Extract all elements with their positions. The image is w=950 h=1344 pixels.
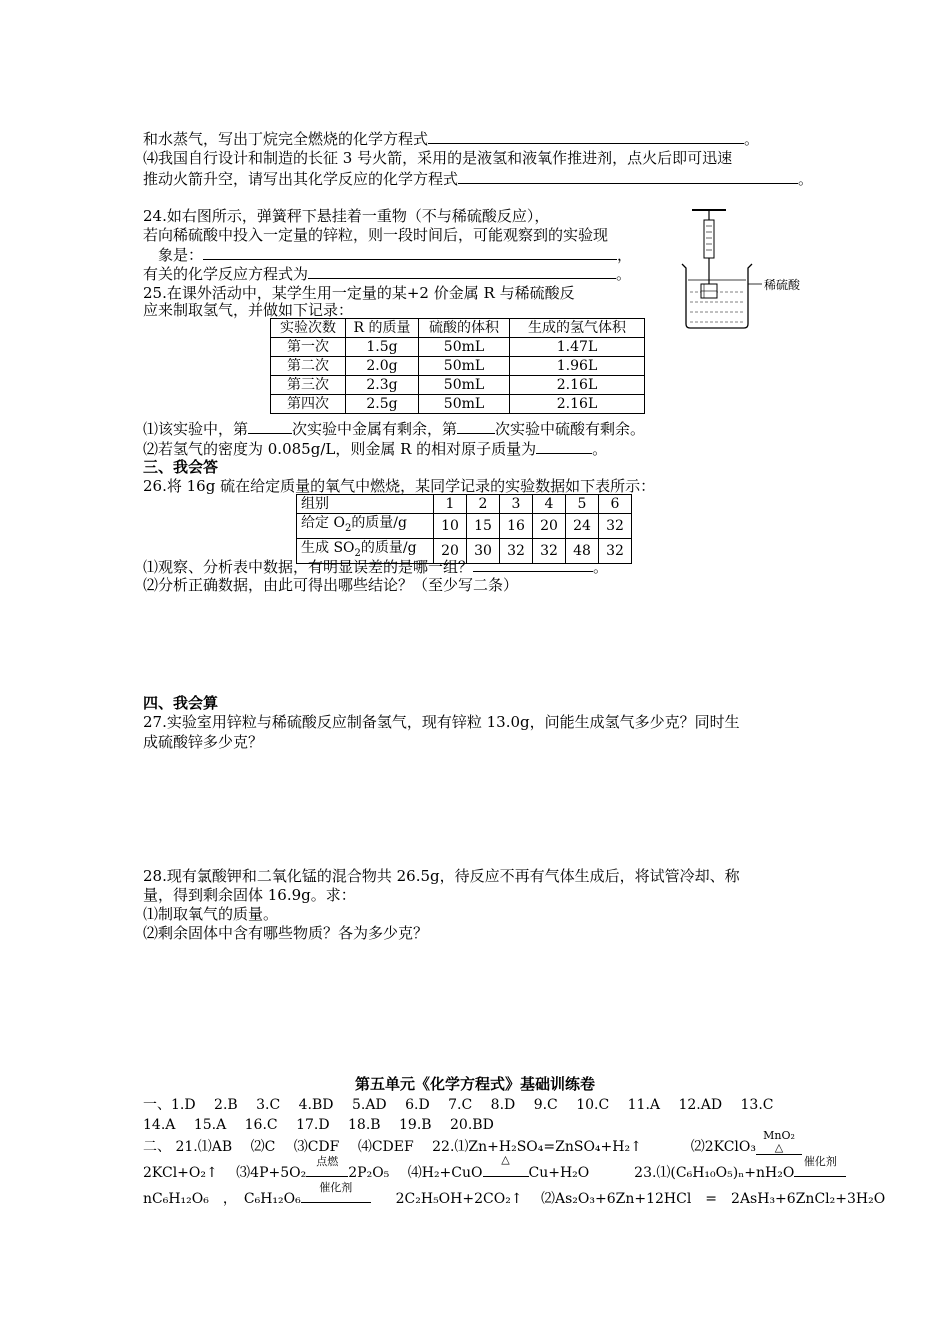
reaction-condition: 催化剂 bbox=[301, 1192, 371, 1203]
table-cell: 20 bbox=[434, 538, 467, 563]
q27-line2: 成硫酸锌多少克？ bbox=[143, 733, 264, 751]
table-cell: 2.5g bbox=[346, 395, 419, 414]
table-cell: 20 bbox=[533, 514, 566, 539]
table-cell: 3 bbox=[500, 495, 533, 514]
q24-line2: 若向稀硫酸中投入一定量的锌粒，则一段时间后，可能观察到的实验现 bbox=[143, 226, 609, 244]
table-cell: 10 bbox=[434, 514, 467, 539]
q25-sub2: ⑵若氢气的密度为 0.085g/L，则金属 R 的相对原子质量为 。 bbox=[143, 440, 608, 458]
table-cell: 32 bbox=[599, 514, 632, 539]
table-cell: 2 bbox=[467, 495, 500, 514]
table-cell: 32 bbox=[500, 538, 533, 563]
answer-blank[interactable] bbox=[308, 263, 616, 279]
answer-key-title: 第五单元《化学方程式》基础训练卷 bbox=[354, 1075, 595, 1093]
table-row bbox=[271, 338, 645, 357]
table-cell: 第二次 bbox=[271, 357, 346, 376]
answer-line: 14.A 15.A 16.C 17.D 18.B 19.B 20.BD bbox=[143, 1117, 494, 1133]
table-cell: 1.47L bbox=[510, 338, 645, 357]
table-cell: 2.16L bbox=[510, 376, 645, 395]
table-row bbox=[297, 514, 632, 539]
table-cell: 4 bbox=[533, 495, 566, 514]
row-label: 组别 bbox=[297, 495, 434, 514]
q25-line2: 应来制取氢气，并做如下记录： bbox=[143, 301, 354, 319]
table-cell: 15 bbox=[467, 514, 500, 539]
answer-blank[interactable] bbox=[458, 168, 798, 184]
answer-line: 2KCl+O₂↑ ⑶4P+5O₂ 点燃 2P₂O₅ ⑷H₂+CuO △ Cu+H₂O 23.⑴(C₆H₁₀O₅)ₙ+nH₂O 催化剂 bbox=[143, 1162, 846, 1182]
q24-line4: 有关的化学反应方程式为 。 bbox=[143, 265, 632, 283]
q26-q1: ⑴观察、分析表中数据，有明显误差的是哪一组？ 。 bbox=[143, 558, 609, 576]
answer-line: 二、 21.⑴AB ⑵C ⑶CDF ⑷CDEF 22.⑴Zn+H₂SO₄=ZnSO₄+H₂↑ ⑵2KClO₃ MnO₂ △ bbox=[143, 1136, 802, 1156]
section-title: 四、我会算 bbox=[143, 694, 219, 712]
q25-line1: 25.在课外活动中，某学生用一定量的某+2 价金属 R 与稀硫酸反 bbox=[143, 284, 575, 302]
table-header: R 的质量 bbox=[346, 319, 419, 338]
answer-blank[interactable] bbox=[248, 418, 292, 434]
table-cell: 第一次 bbox=[271, 338, 346, 357]
section-title: 三、我会答 bbox=[143, 458, 219, 476]
table-row bbox=[271, 376, 645, 395]
table-cell: 48 bbox=[566, 538, 599, 563]
reaction-condition: MnO₂ △ bbox=[756, 1142, 802, 1155]
q27-line1: 27.实验室用锌粒与稀硫酸反应制备氢气，现有锌粒 13.0g，问能生成氢气多少克？同时生 bbox=[143, 713, 740, 731]
answer-blank[interactable] bbox=[473, 556, 593, 572]
table-cell: 24 bbox=[566, 514, 599, 539]
table-row bbox=[271, 395, 645, 414]
table-cell: 50mL bbox=[419, 338, 510, 357]
q25-table bbox=[270, 318, 645, 414]
q25-sub1: ⑴该实验中，第 次实验中金属有剩余，第 次实验中硫酸有剩余。 bbox=[143, 420, 646, 438]
table-cell: 第四次 bbox=[271, 395, 346, 414]
table-cell: 第三次 bbox=[271, 376, 346, 395]
answer-line: 一、1.D 2.B 3.C 4.BD 5.AD 6.D 7.C 8.D 9.C 10.C 11.A 12.AD 13.C bbox=[143, 1097, 774, 1113]
table-cell: 1.5g bbox=[346, 338, 419, 357]
table-header: 硫酸的体积 bbox=[419, 319, 510, 338]
reaction-condition: 点燃 bbox=[306, 1166, 348, 1177]
table-cell: 2.3g bbox=[346, 376, 419, 395]
q23-line4a: ⑷我国自行设计和制造的长征 3 号火箭，采用的是液氢和液氧作推进剂，点火后即可迅速 bbox=[143, 149, 733, 167]
q28-line1: 28.现有氯酸钾和二氧化锰的混合物共 26.5g，待反应不再有气体生成后，将试管冷却、称 bbox=[143, 867, 740, 885]
table-cell: 16 bbox=[500, 514, 533, 539]
row-label: 生成 $SO_2$的质量/g bbox=[297, 538, 434, 563]
q23-line3: 和水蒸气，写出丁烷完全燃烧的化学方程式 。 bbox=[143, 130, 760, 148]
table-cell: 50mL bbox=[419, 395, 510, 414]
answer-blank[interactable] bbox=[428, 128, 744, 144]
q28-line3: ⑴制取氧气的质量。 bbox=[143, 905, 279, 923]
answer-blank[interactable] bbox=[457, 418, 495, 434]
table-cell: 1.96L bbox=[510, 357, 645, 376]
table-cell: 2.0g bbox=[346, 357, 419, 376]
q24-line3: 象是： ， bbox=[158, 246, 633, 264]
table-cell: 2.16L bbox=[510, 395, 645, 414]
table-cell: 1 bbox=[434, 495, 467, 514]
answer-line: nC₆H₁₂O₆ ， C₆H₁₂O₆ 催化剂 2C₂H₅OH+2CO₂↑ ⑵As₂O₃+6Zn+12HCl = 2AsH₃+6ZnCl₂+3H₂O bbox=[143, 1181, 886, 1207]
figure-label: 稀硫酸 bbox=[764, 278, 801, 292]
table-header: 生成的氢气体积 bbox=[510, 319, 645, 338]
answer-blank[interactable] bbox=[203, 244, 617, 260]
answer-blank[interactable] bbox=[536, 438, 592, 454]
table-header-row bbox=[271, 319, 645, 338]
table-cell: 32 bbox=[599, 538, 632, 563]
table-cell: 32 bbox=[533, 538, 566, 563]
q24-line1: 24.如右图所示，弹簧秤下悬挂着一重物（不与稀硫酸反应）， bbox=[143, 207, 550, 225]
q26-table bbox=[296, 494, 632, 564]
q23-line4b: 推动火箭升空，请写出其化学反应的化学方程式 。 bbox=[143, 170, 814, 188]
reaction-condition: 催化剂 bbox=[794, 1166, 846, 1177]
row-label: 给定 $O_2$的质量/g bbox=[297, 514, 434, 539]
q26-q2: ⑵分析正确数据，由此可得出哪些结论？（至少写二条） bbox=[143, 576, 519, 594]
q26-intro: 26.将 16g 硫在给定质量的氧气中燃烧，某同学记录的实验数据如下表所示： bbox=[143, 477, 656, 495]
table-cell: 5 bbox=[566, 495, 599, 514]
q28-line2: 量，得到剩余固体 16.9g。求： bbox=[143, 886, 356, 904]
reaction-condition: △ bbox=[483, 1166, 529, 1177]
table-cell: 6 bbox=[599, 495, 632, 514]
spring-scale-figure bbox=[676, 206, 816, 340]
table-header: 实验次数 bbox=[271, 319, 346, 338]
table-cell: 30 bbox=[467, 538, 500, 563]
table-cell: 50mL bbox=[419, 357, 510, 376]
table-row bbox=[271, 357, 645, 376]
table-cell: 50mL bbox=[419, 376, 510, 395]
q28-line4: ⑵剩余固体中含有哪些物质？各为多少克？ bbox=[143, 924, 429, 942]
table-row bbox=[297, 495, 632, 514]
